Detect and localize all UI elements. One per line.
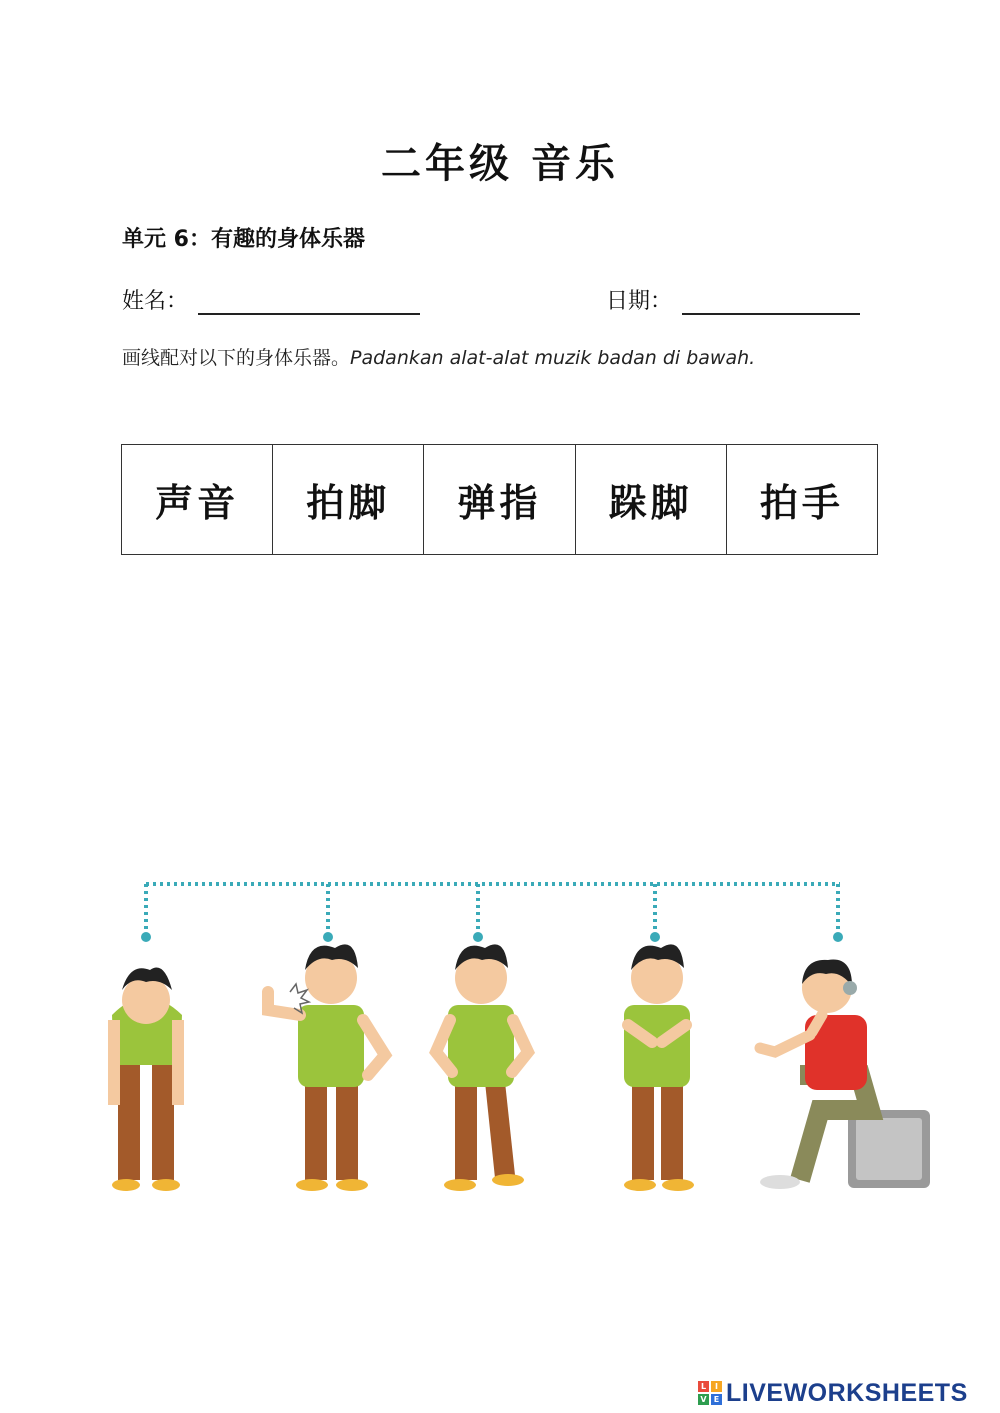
connector-dot <box>473 932 483 942</box>
date-field <box>606 284 860 315</box>
logo-letter: V <box>698 1394 709 1405</box>
logo-letter: E <box>711 1394 722 1405</box>
name-blank-line[interactable] <box>198 289 420 315</box>
word-cell[interactable]: 声音 <box>122 445 273 555</box>
liveworksheets-watermark <box>698 1378 968 1408</box>
worksheet-title: 二年级 音乐 <box>381 141 619 187</box>
word-cell[interactable]: 拍手 <box>726 445 877 555</box>
boy-stamping-foot <box>436 944 528 1191</box>
logo-letter: I <box>711 1381 722 1392</box>
connector-lines <box>146 884 840 932</box>
unit-heading: 单元 6：有趣的身体乐器 <box>122 227 365 252</box>
connector-dots[interactable] <box>141 932 843 942</box>
boy-snapping-fingers <box>268 944 385 1191</box>
name-label: 姓名： <box>122 289 189 314</box>
word-table <box>121 444 878 555</box>
date-blank-line[interactable] <box>682 289 860 315</box>
boy-slapping-knees <box>108 968 184 1192</box>
name-field <box>122 284 420 315</box>
watermark-text: LIVEWORKSHEETS <box>726 1378 968 1407</box>
instruction-zh: 画线配对以下的身体乐器。 <box>122 347 351 369</box>
connector-dot <box>650 932 660 942</box>
connector-dot <box>141 932 151 942</box>
boy-clapping-hands <box>624 944 694 1191</box>
connector-dot <box>833 932 843 942</box>
boy-singing-with-microphone <box>760 960 930 1189</box>
connector-dot <box>323 932 333 942</box>
liveworksheets-logo-icon <box>698 1381 722 1405</box>
logo-letter: L <box>698 1381 709 1392</box>
word-cell[interactable]: 拍脚 <box>273 445 424 555</box>
instruction-ms: Padankan alat-alat muzik badan di bawah. <box>350 347 756 369</box>
date-label: 日期： <box>606 289 673 314</box>
word-row <box>122 445 878 555</box>
body-instruments-illustration <box>100 820 960 1200</box>
word-cell[interactable]: 弹指 <box>424 445 575 555</box>
word-cell[interactable]: 跺脚 <box>575 445 726 555</box>
instruction <box>122 343 755 370</box>
